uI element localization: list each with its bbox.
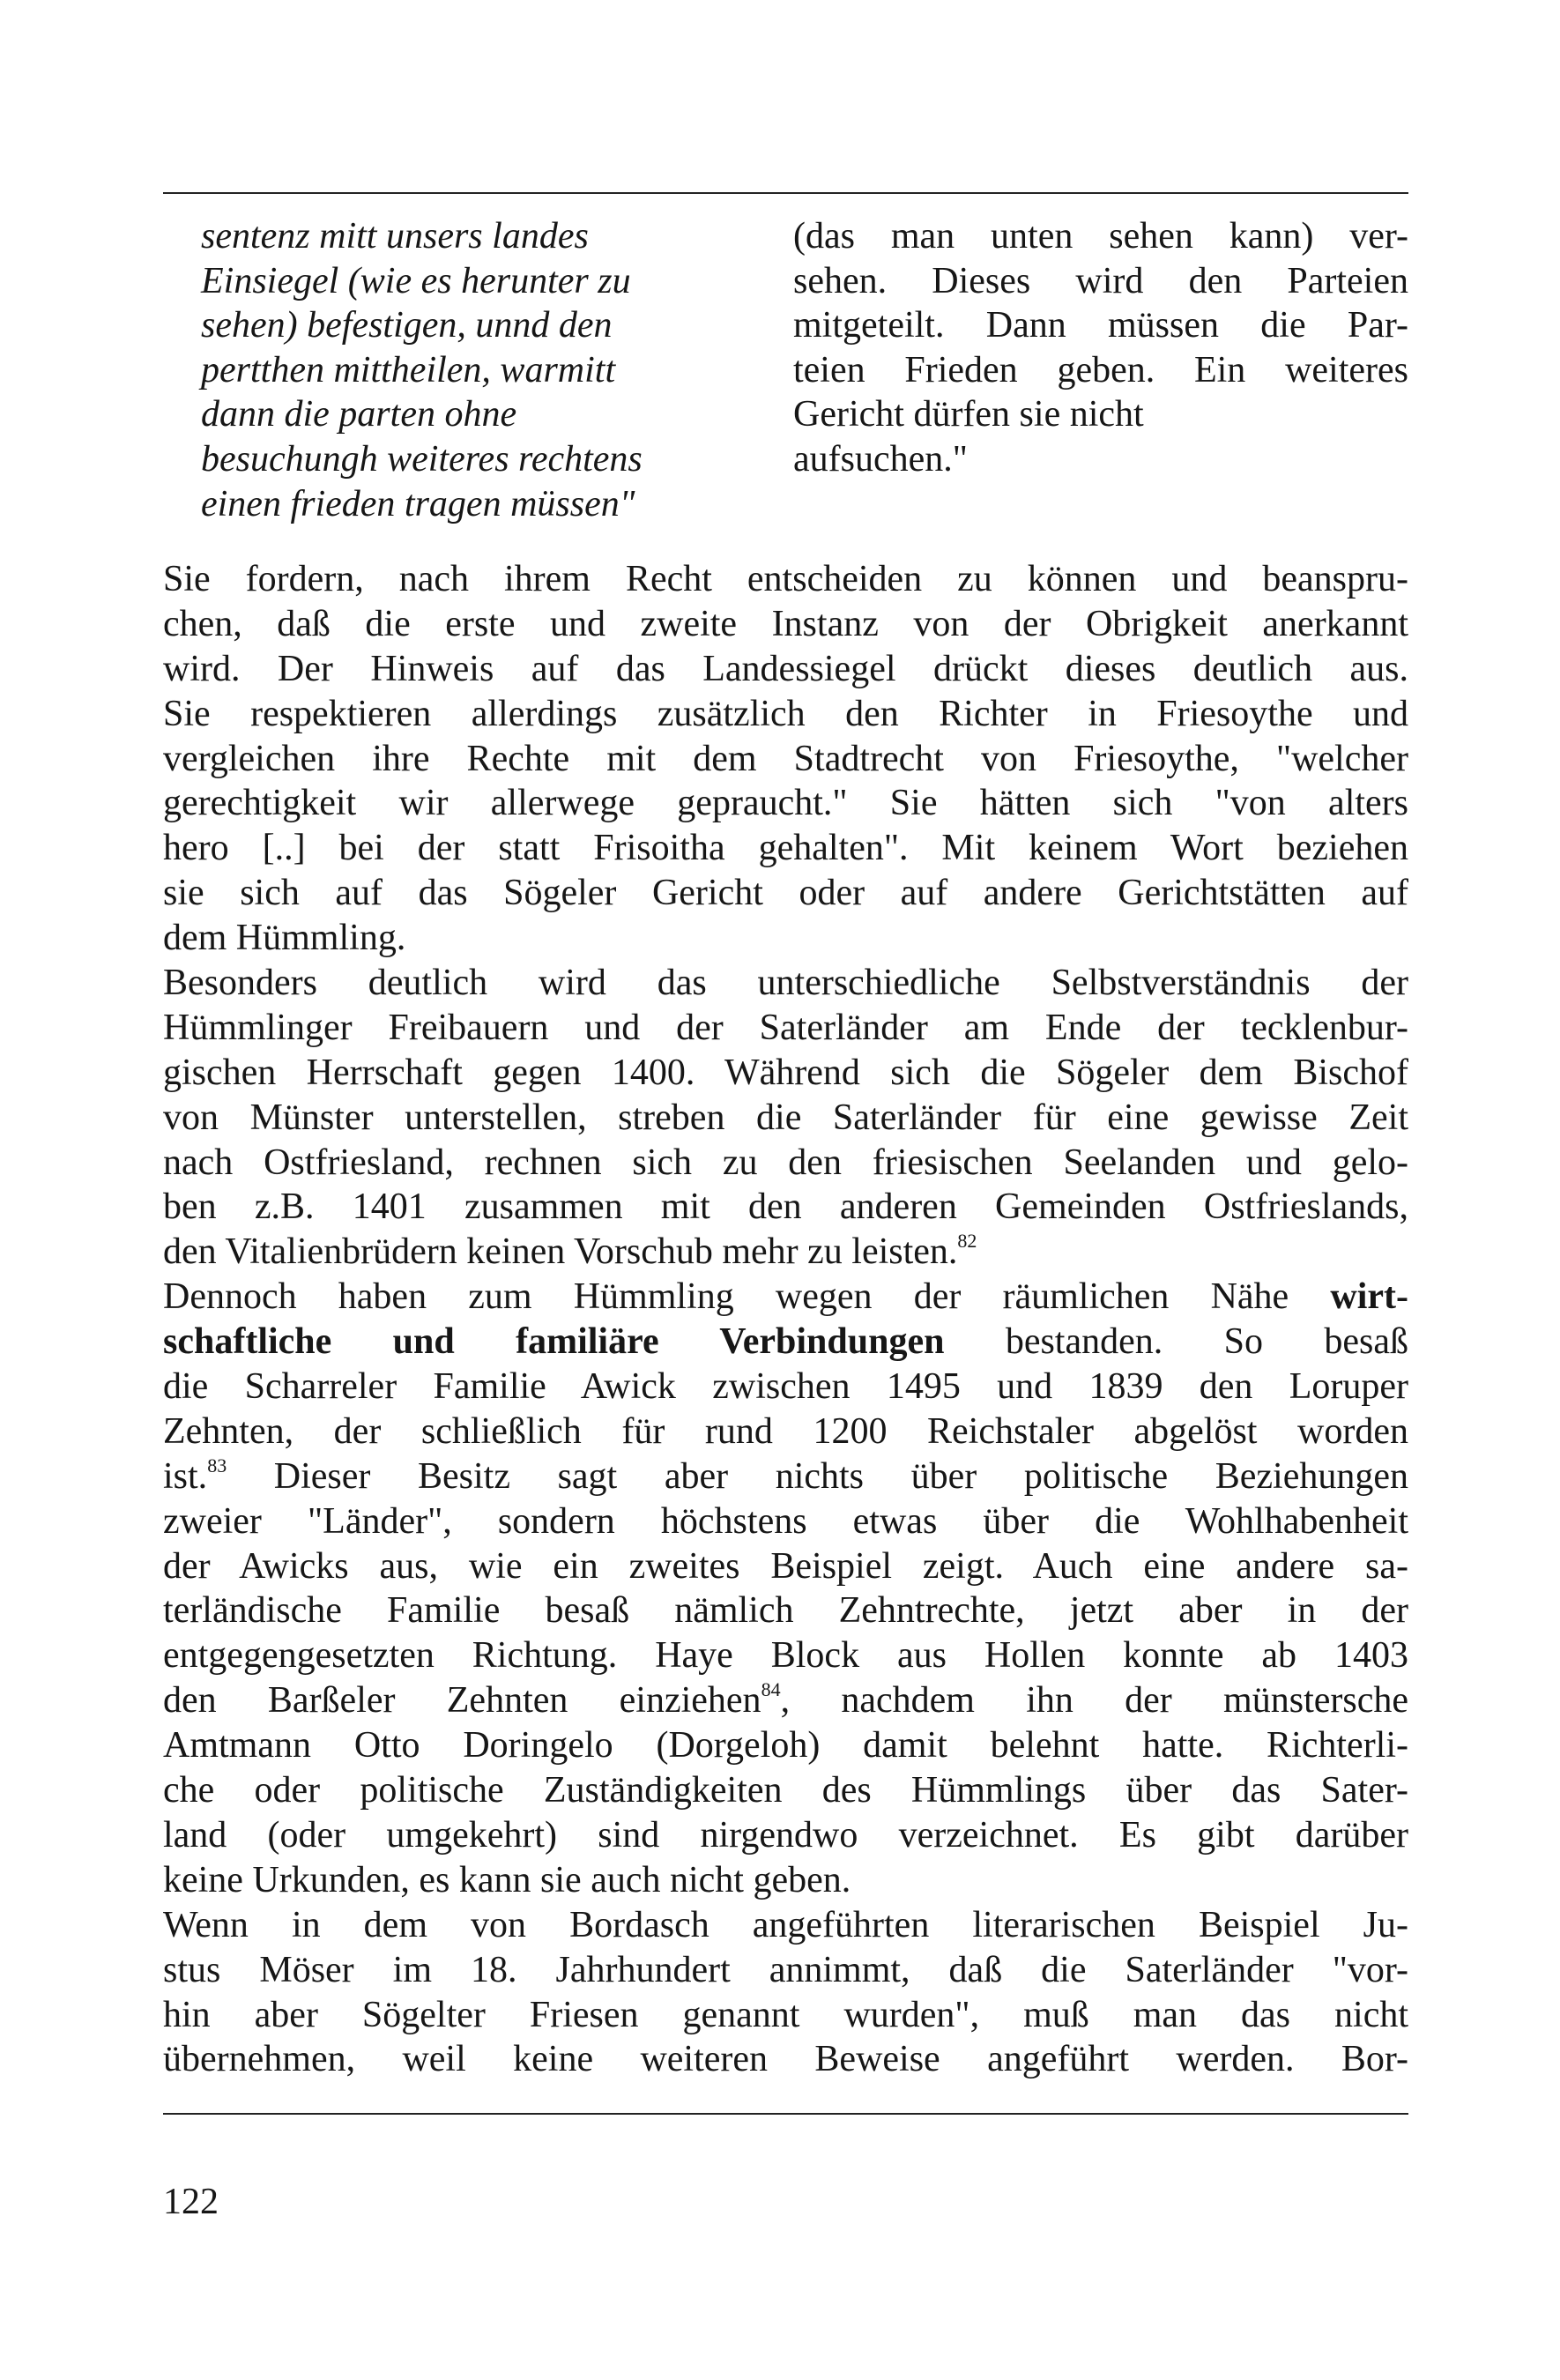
text-run: den Vitalienbrüdern keinen Vorschub mehr zu leisten. (163, 1231, 958, 1273)
quote-original-line: sehen) befestigen, unnd den (201, 305, 613, 346)
text-run: Besonders deutlich wird das unterschiedliche Selbstverständnis der (163, 963, 1408, 1004)
text-run: dem Hümmling. (163, 918, 406, 959)
text-run: Amtmann Otto Doringelo (Dorgeloh) damit belehnt hatte. Richterli- (163, 1725, 1408, 1766)
body-line (163, 1409, 1408, 1454)
text-run: Dennoch haben zum Hümmling wegen der räumlichen Nähe (163, 1276, 1331, 1318)
footnote-ref: 84 (761, 1678, 781, 1701)
body-line (163, 961, 1408, 1006)
quote-original-line: pertthen mittheilen, warmitt (201, 349, 616, 390)
quote-translation-line (793, 437, 1408, 482)
body-line (163, 1499, 1408, 1544)
body-line (163, 1185, 1408, 1230)
quote-translation-line (793, 303, 1408, 348)
text-run: mitgeteilt. Dann müssen die Par- (793, 305, 1408, 346)
body-line (163, 1096, 1408, 1141)
body-line (163, 1723, 1408, 1768)
bold-text: wirt- (1330, 1276, 1408, 1318)
quote-translation-line (793, 348, 1408, 393)
text-run: teien Frieden geben. Ein weiteres (793, 349, 1408, 390)
quote-original-line: einen frieden tragen müssen" (201, 483, 635, 524)
body-line (163, 1051, 1408, 1096)
body-line (163, 781, 1408, 826)
text-run: , nachdem ihn der münstersche (780, 1680, 1408, 1722)
text-run: che oder politische Zuständigkeiten des Hümmlings über das Sater- (163, 1770, 1408, 1811)
text-run: chen, daß die erste und zweite Instanz von der Obrigkeit anerkannt (163, 603, 1408, 644)
bold-text: schaftliche und familiäre Verbindungen (163, 1321, 945, 1363)
body-line (163, 1588, 1408, 1633)
body-line (163, 602, 1408, 647)
body-line (163, 1320, 1408, 1365)
quote-original-line: sentenz mitt unsers landes (201, 216, 589, 257)
page-number: 122 (163, 2182, 219, 2222)
quote-translation-column (793, 214, 1408, 482)
text-run: sie sich auf das Sögeler Gericht oder auf andere Gerichtstätten auf (163, 873, 1408, 914)
body-line (163, 1813, 1408, 1858)
text-run: sehen. Dieses wird den Parteien (793, 260, 1408, 301)
body-line (163, 557, 1408, 602)
text-run: Gericht dürfen sie nicht (793, 394, 1144, 435)
text-run: keine Urkunden, es kann sie auch nicht geben. (163, 1859, 851, 1900)
text-run: ist. (163, 1455, 208, 1497)
body-line (163, 1006, 1408, 1051)
text-run: Hümmlinger Freibauern und der Saterländer am Ende der tecklenbur- (163, 1007, 1408, 1048)
body-text (163, 557, 1408, 2082)
body-line (163, 737, 1408, 782)
bottom-rule (163, 2113, 1408, 2115)
text-run: land (oder umgekehrt) sind nirgendwo verzeichnet. Es gibt darüber (163, 1814, 1408, 1856)
quote-original-line: besuchungh weiteres rechtens (201, 438, 643, 480)
text-run: zweier "Länder", sondern höchstens etwas über die Wohlhabenheit (163, 1500, 1408, 1542)
body-line (163, 1633, 1408, 1678)
text-run: Sie fordern, nach ihrem Recht entscheiden zu können und beanspru- (163, 559, 1408, 599)
body-line (163, 1948, 1408, 1993)
text-run: von Münster unterstellen, streben die Saterländer für eine gewisse Zeit (163, 1097, 1408, 1138)
text-run: übernehmen, weil keine weiteren Beweise angeführt werden. Bor- (163, 2039, 1408, 2080)
text-run: bestanden. So besaß (944, 1321, 1408, 1363)
body-line (163, 1993, 1408, 2038)
text-run: ben z.B. 1401 zusammen mit den anderen Gemeinden Ostfrieslands, (163, 1186, 1408, 1228)
text-run: terländische Familie besaß nämlich Zehntrechte, jetzt aber in der (163, 1590, 1408, 1632)
body-line (163, 1678, 1408, 1723)
text-run: (das man unten sehen kann) ver- (793, 216, 1408, 257)
body-line (163, 647, 1408, 692)
text-run: vergleichen ihre Rechte mit dem Stadtrecht von Friesoythe, "welcher (163, 738, 1408, 779)
text-run: gerechtigkeit wir allerwege gepraucht." Sie hätten sich "von alters (163, 783, 1408, 824)
body-line (163, 871, 1408, 916)
quote-original-line: Einsiegel (wie es herunter zu (201, 260, 631, 301)
body-line (163, 692, 1408, 737)
text-run: nach Ostfriesland, rechnen sich zu den friesischen Seelanden und gelo- (163, 1142, 1408, 1183)
body-line (163, 1365, 1408, 1409)
text-run: entgegengesetzten Richtung. Haye Block aus Hollen konnte ab 1403 (163, 1635, 1408, 1677)
text-run: aufsuchen." (793, 438, 968, 480)
quote-translation-line (793, 392, 1408, 437)
text-run: die Scharreler Familie Awick zwischen 1495 und 1839 den Loruper (163, 1366, 1408, 1408)
text-run: der Awicks aus, wie ein zweites Beispiel zeigt. Auch eine andere sa- (163, 1545, 1408, 1587)
footnote-ref: 83 (207, 1454, 227, 1476)
body-line (163, 1141, 1408, 1186)
body-line (163, 1903, 1408, 1948)
text-run: Zehnten, der schließlich für rund 1200 Reichstaler abgelöst worden (163, 1410, 1408, 1452)
text-run: den Barßeler Zehnten einziehen (163, 1680, 761, 1722)
body-line (163, 1454, 1408, 1499)
body-line (163, 2037, 1408, 2082)
quote-translation-line (793, 214, 1408, 259)
text-run: hero [..] bei der statt Frisoitha gehalten". Mit keinem Wort beziehen (163, 828, 1408, 869)
text-run: wird. Der Hinweis auf das Landessiegel drückt dieses deutlich aus. (163, 648, 1408, 689)
body-line (163, 1275, 1408, 1320)
body-line (163, 826, 1408, 871)
body-line (163, 1230, 1408, 1275)
quote-original-line: dann die parten ohne (201, 394, 517, 435)
top-rule (163, 192, 1408, 194)
quote-original-column (201, 214, 747, 526)
text-run: Dieser Besitz sagt aber nichts über politische Beziehungen (227, 1455, 1408, 1497)
footnote-ref: 82 (957, 1230, 977, 1253)
body-line (163, 916, 1408, 961)
body-line (163, 1544, 1408, 1589)
text-run: hin aber Sögelter Friesen genannt wurden", muß man das nicht (163, 1994, 1408, 2035)
quote-translation-line (793, 259, 1408, 304)
text-run: gischen Herrschaft gegen 1400. Während sich die Sögeler dem Bischof (163, 1052, 1408, 1093)
text-run: Wenn in dem von Bordasch angeführten literarischen Beispiel Ju- (163, 1904, 1408, 1945)
body-line (163, 1858, 1408, 1903)
body-line (163, 1768, 1408, 1813)
text-run: stus Möser im 18. Jahrhundert annimmt, daß die Saterländer "vor- (163, 1949, 1408, 1990)
text-run: Sie respektieren allerdings zusätzlich den Richter in Friesoythe und (163, 693, 1408, 734)
